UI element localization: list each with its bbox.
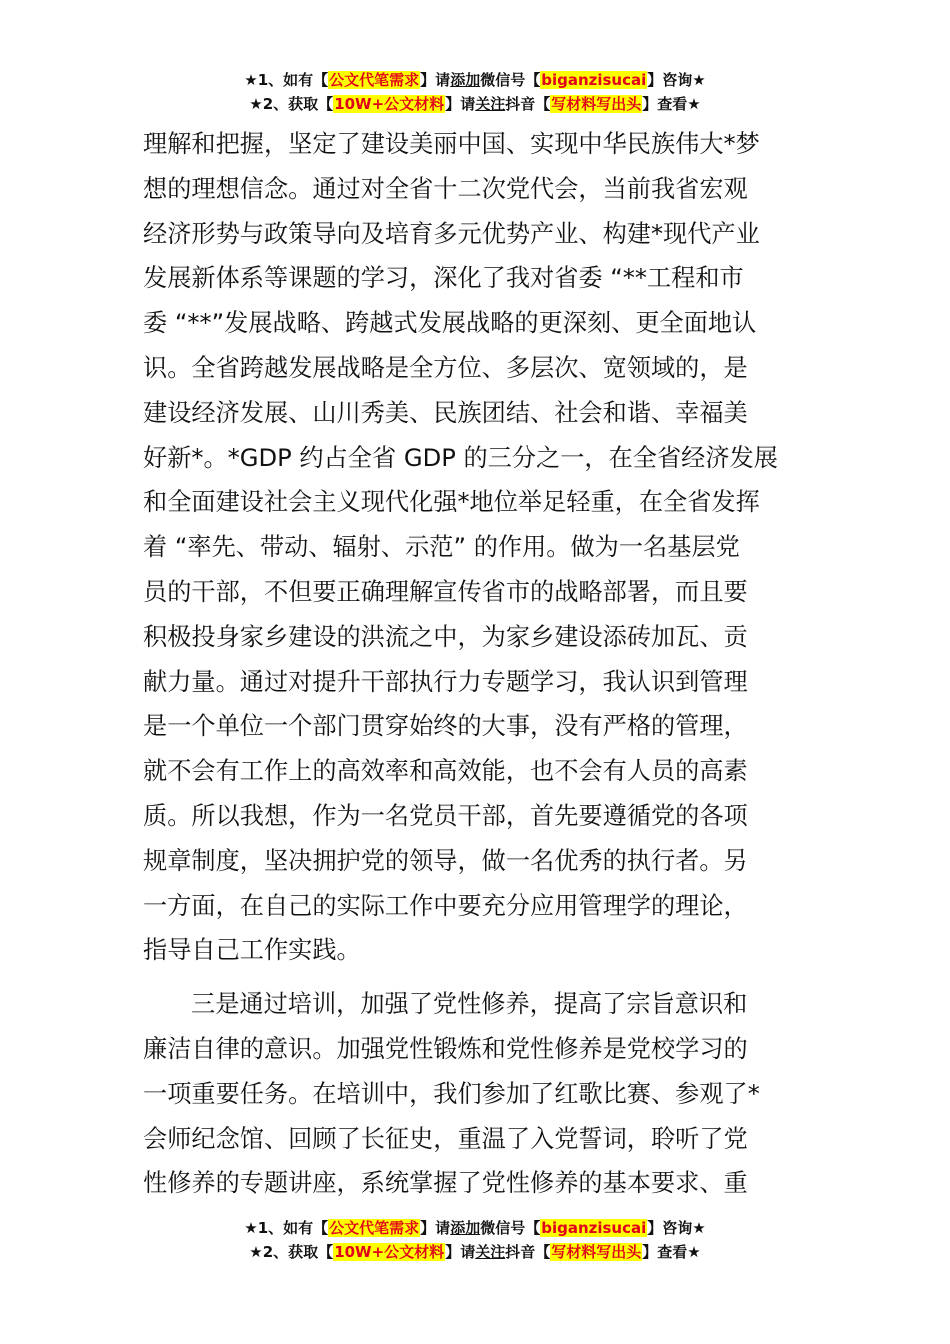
banner-line-1 <box>0 1216 950 1240</box>
text-line: 性修养的专题讲座，系统掌握了党性修养的基本要求、重 <box>143 1169 748 1198</box>
text-line: 一项重要任务。在培训中，我们参加了红歌比赛、参观了* <box>143 1079 760 1108</box>
highlight-materials: 10W+公文材料 <box>334 1243 445 1261</box>
banner-line-2 <box>0 92 950 116</box>
text-line: 发展新体系等课题的学习，深化了我对省委 “**工程和市 <box>143 264 744 293</box>
banner-text: 微信号【 <box>480 71 541 89</box>
text-line: 一方面，在自己的实际工作中要充分应用管理学的理论， <box>143 891 748 920</box>
highlight-materials: 10W+公文材料 <box>334 95 445 113</box>
document-body <box>143 122 811 1206</box>
paragraph-continued <box>143 122 811 973</box>
banner-text: 】咨询★ <box>647 1219 706 1237</box>
highlight-ghostwriting: 公文代笔需求 <box>329 71 420 89</box>
banner-underlined-text: 关注 <box>475 95 506 113</box>
highlight-ghostwriting: 公文代笔需求 <box>329 1219 420 1237</box>
text-line: 理解和把握，坚定了建设美丽中国、实现中华民族伟大*梦 <box>143 130 760 158</box>
banner-text: 】请 <box>420 71 451 89</box>
banner-text: ★1、如有【 <box>244 71 329 89</box>
banner-text: ★2、获取【 <box>249 1243 334 1261</box>
header-banner <box>0 68 950 116</box>
banner-text: 抖音【 <box>505 95 551 113</box>
paragraph-spacer <box>143 973 811 982</box>
text-line: 会师纪念馆、回顾了长征史，重温了入党誓词，聆听了党 <box>143 1124 748 1153</box>
banner-text: ★1、如有【 <box>244 1219 329 1237</box>
banner-text: 】查看★ <box>642 1243 701 1261</box>
text-line: 想的理想信念。通过对全省十二次党代会，当前我省宏观 <box>143 174 748 203</box>
highlight-wechat-id: biganzisucai <box>541 71 647 89</box>
text-line: 积极投身家乡建设的洪流之中，为家乡建设添砖加瓦、贡 <box>143 622 748 651</box>
banner-underlined-text: 添加 <box>450 71 481 89</box>
text-line: 建设经济发展、山川秀美、民族团结、社会和谐、幸福美 <box>143 398 748 427</box>
footer-banner <box>0 1216 950 1264</box>
banner-underlined-text: 关注 <box>475 1243 506 1261</box>
text-line: 三是通过培训，加强了党性修养，提高了宗旨意识和 <box>191 990 748 1019</box>
banner-text: 】请 <box>445 1243 476 1261</box>
text-line: 和全面建设社会主义现代化强*地位举足轻重，在全省发挥 <box>143 488 760 517</box>
banner-text: 抖音【 <box>505 1243 551 1261</box>
highlight-douyin-account: 写材料写出头 <box>551 95 642 113</box>
text-line: 指导自己工作实践。 <box>143 936 361 965</box>
text-line: 规章制度，坚决拥护党的领导，做一名优秀的执行者。另 <box>143 846 748 875</box>
text-line: 献力量。通过对提升干部执行力专题学习，我认识到管理 <box>143 667 748 696</box>
banner-text: 】咨询★ <box>647 71 706 89</box>
text-line: 委 “**”发展战略、跨越式发展战略的更深刻、更全面地认 <box>143 309 757 338</box>
highlight-wechat-id: biganzisucai <box>541 1219 647 1237</box>
banner-line-2 <box>0 1240 950 1264</box>
banner-text: 】请 <box>420 1219 451 1237</box>
banner-text: 】请 <box>445 95 476 113</box>
highlight-douyin-account: 写材料写出头 <box>551 1243 642 1261</box>
banner-text: ★2、获取【 <box>249 95 334 113</box>
banner-line-1 <box>0 68 950 92</box>
text-line: 是一个单位一个部门贯穿始终的大事，没有严格的管理， <box>143 712 748 741</box>
text-line: 就不会有工作上的高效率和高效能，也不会有人员的高素 <box>143 757 748 786</box>
text-line: 着 “率先、带动、辐射、示范” 的作用。做为一名基层党 <box>143 533 740 562</box>
banner-text: 微信号【 <box>480 1219 541 1237</box>
text-line: 员的干部，不但要正确理解宣传省市的战略部署，而且要 <box>143 577 748 606</box>
banner-underlined-text: 添加 <box>450 1219 481 1237</box>
text-line: 识。全省跨越发展战略是全方位、多层次、宽领域的，是 <box>143 353 748 382</box>
paragraph-party-cultivation <box>143 982 811 1206</box>
banner-text: 】查看★ <box>642 95 701 113</box>
text-line: 好新*。*GDP 约占全省 GDP 的三分之一，在全省经济发展 <box>143 443 778 472</box>
text-line: 质。所以我想，作为一名党员干部，首先要遵循党的各项 <box>143 801 748 830</box>
text-line: 廉洁自律的意识。加强党性锻炼和党性修养是党校学习的 <box>143 1034 748 1063</box>
text-line: 经济形势与政策导向及培育多元优势产业、构建*现代产业 <box>143 219 760 248</box>
